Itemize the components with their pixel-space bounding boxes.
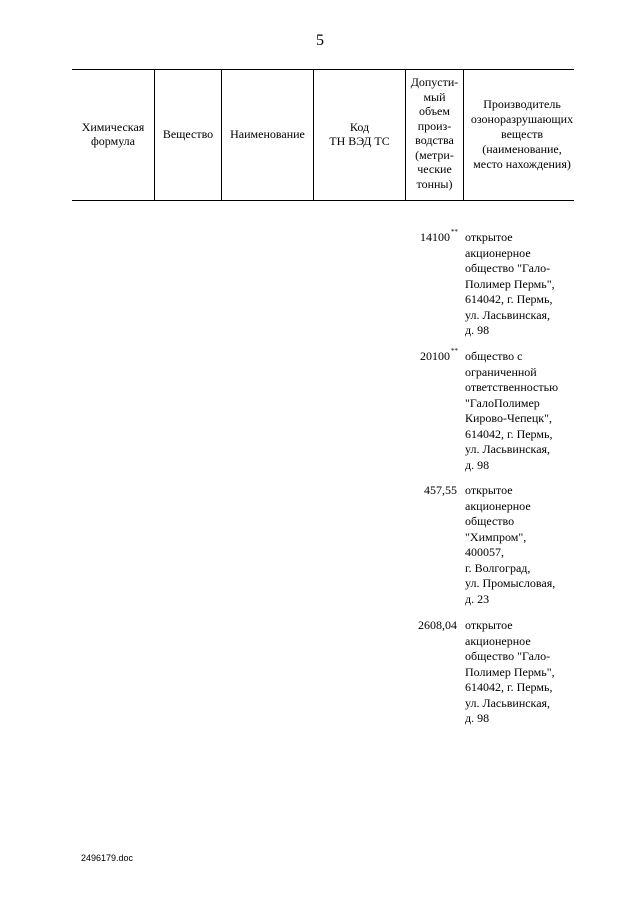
volume-value: 2608,04 [418,618,457,632]
document-filename: 2496179.doc [81,853,134,863]
header-chemical-formula: Химическая формула [81,120,145,148]
page-number: 5 [316,32,324,49]
producer-cell: открытое акционерное общество "Химпром", 400057, г. Волгоград, ул. Промысловая, д. 23 [465,483,556,606]
volume-value: 14100** [420,228,458,244]
producer-cell: общество с ограниченной ответственностью "ГалоПолимер Кирово-Чепецк", 614042, г. Пермь, ул. Ласьвинская, д. 98 [465,349,559,472]
header-volume: Допусти- мый объем произ- водства (метри- ческие тонны) [410,75,459,191]
table-top-border [72,69,574,70]
header-substance: Вещество [162,127,214,141]
producer-cell: открытое акционерное общество "Гало- Полимер Пермь", 614042, г. Пермь, ул. Ласьвинская, д. 98 [465,618,555,725]
table-header-bottom-border [72,200,574,201]
header-code: Код ТН ВЭД ТС [329,120,390,148]
header-name: Наименование [230,127,305,141]
volume-value: 457,55 [424,483,457,497]
volume-value: 20100** [420,347,458,363]
header-producer: Производитель озоноразрушающих веществ (наименование, место нахождения) [470,97,574,171]
producer-cell: открытое акционерное общество "Гало- Полимер Пермь", 614042, г. Пермь, ул. Ласьвинская, д. 98 [465,230,555,337]
